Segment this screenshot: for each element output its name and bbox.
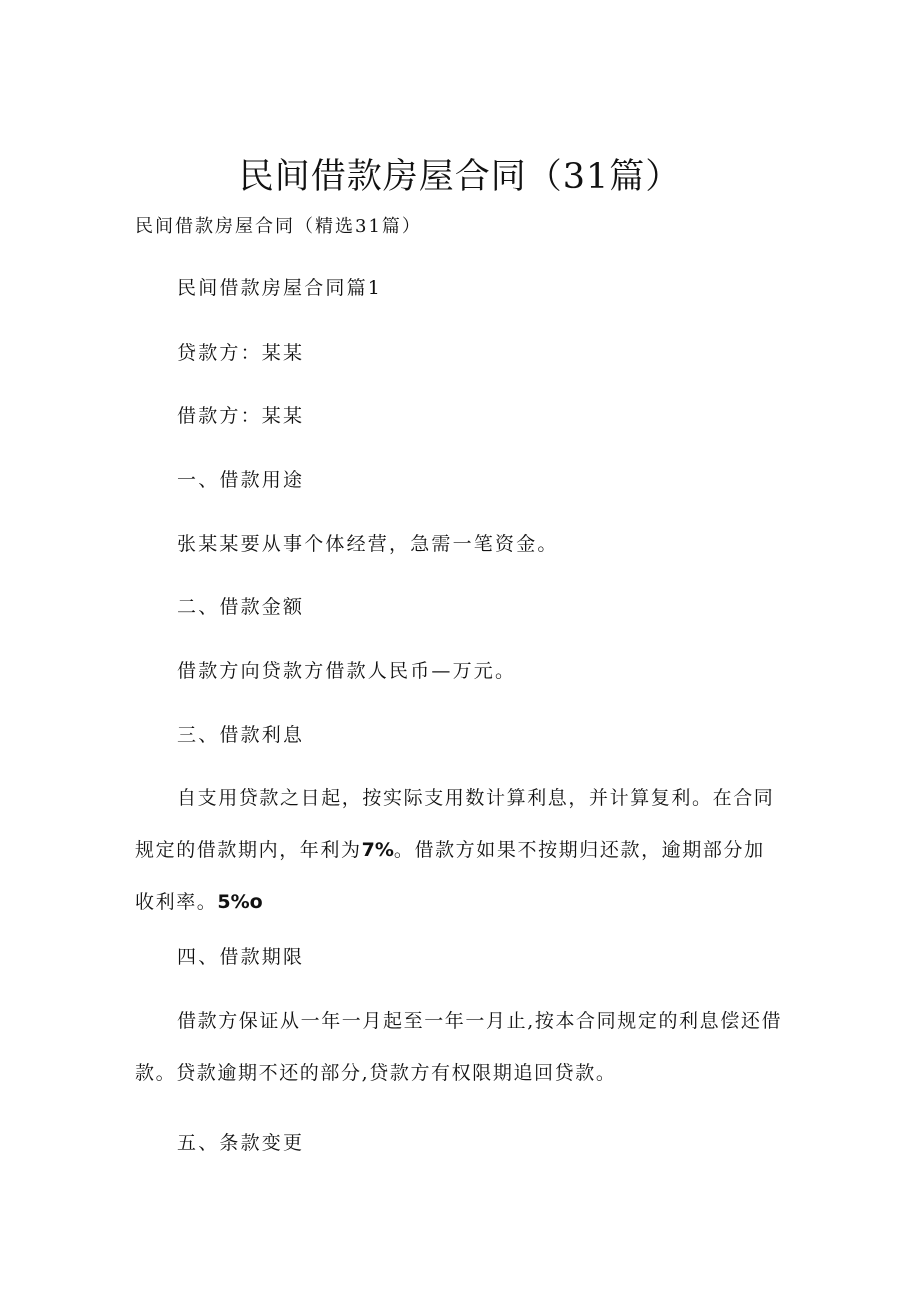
- clause-text-interest: [135, 772, 785, 928]
- interest-text-part-2: 。借款方如果不按期归还款，逾期部分加收利率。: [135, 839, 765, 913]
- borrower-line: 借款方：某某: [177, 405, 305, 427]
- document-subtitle: 民间借款房屋合同（精选31篇）: [135, 216, 422, 237]
- section-heading: 民间借款房屋合同篇1: [177, 277, 383, 299]
- interest-rate-value: 7%: [361, 839, 394, 861]
- clause-text-purpose: 张某某要从事个体经营，急需一笔资金。: [177, 533, 559, 555]
- clause-heading-interest: 三、借款利息: [177, 724, 305, 746]
- clause-text-amount: 借款方向贷款方借款人民币—万元。: [177, 660, 517, 682]
- penalty-rate-value: 5%o: [217, 891, 263, 913]
- clause-heading-amount: 二、借款金额: [177, 596, 305, 618]
- lender-line: 贷款方：某某: [177, 342, 305, 364]
- clause-text-term: [135, 995, 785, 1099]
- document-title: 民间借款房屋合同（31篇）: [238, 157, 682, 197]
- interest-text-part-1: 自支用贷款之日起，按实际支用数计算利息，并计算复利。在合同规定的借款期内，年利为: [135, 787, 775, 861]
- term-text: 借款方保证从一年一月起至一年一月止,按本合同规定的利息偿还借款。贷款逾期不还的部分,贷款方有权限期追回贷款。: [135, 1010, 783, 1084]
- clause-heading-purpose: 一、借款用途: [177, 469, 305, 491]
- clause-heading-change: 五、条款变更: [177, 1132, 305, 1154]
- clause-heading-term: 四、借款期限: [177, 946, 305, 968]
